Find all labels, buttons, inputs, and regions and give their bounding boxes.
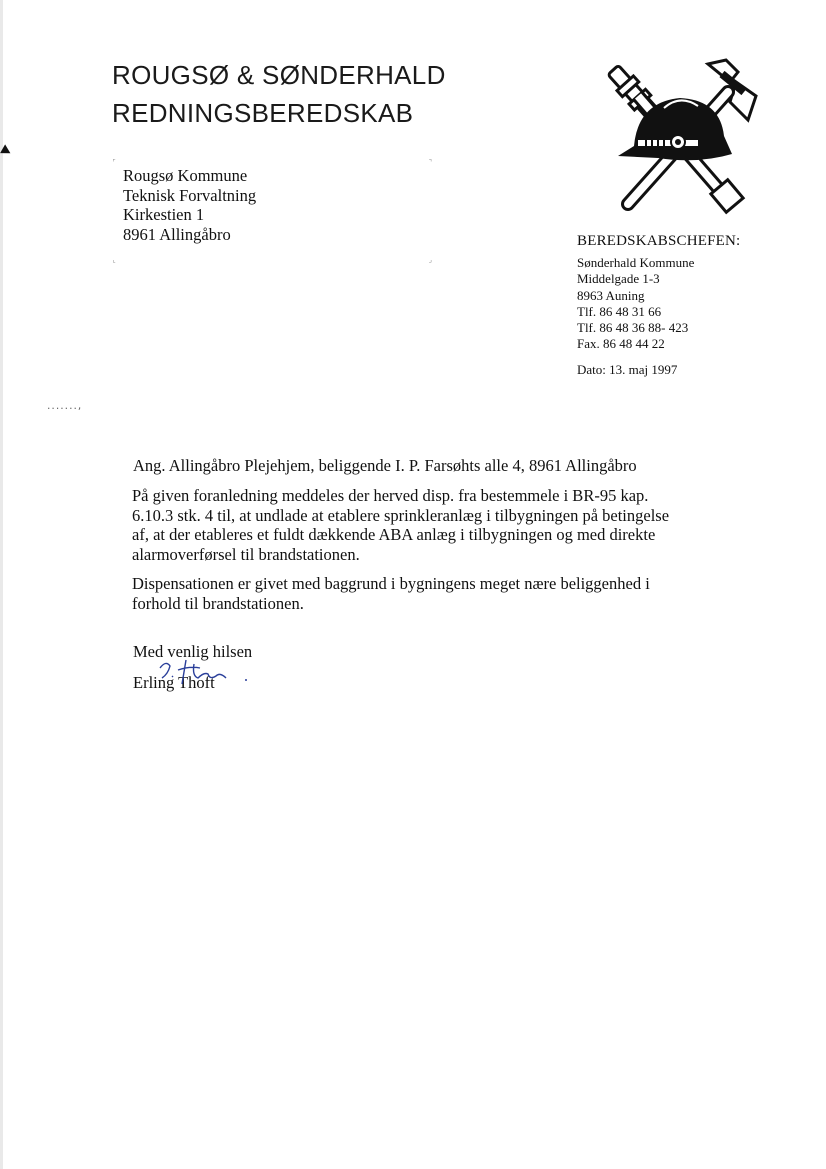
body-paragraph-2 [132, 574, 742, 613]
sender-line: 8963 Auning [577, 287, 645, 303]
sender-line: Fax. 86 48 44 22 [577, 336, 665, 352]
paragraph-line: alarmoverførsel til brandstationen. [132, 544, 360, 564]
sender-line: Sønderhald Kommune [577, 255, 695, 270]
sender-line: Tlf. 86 48 36 88- 423 [577, 320, 689, 336]
letterhead-title [112, 56, 446, 132]
subject-line: Ang. Allingåbro Plejehjem, beliggende I. P. Farsøhts alle 4, 8961 Allingåbro [133, 456, 637, 475]
paragraph-line: forhold til brandstationen. [132, 593, 304, 613]
paragraph-line: Dispensationen er givet med baggrund i bygningens meget nære beliggenhed i [132, 574, 650, 593]
handwritten-signature [150, 654, 260, 694]
firefighter-emblem-icon [598, 56, 766, 218]
address-window-corner: ⌝ [428, 158, 433, 166]
letterhead-line-1: ROUGSØ & SØNDERHALD [112, 60, 446, 90]
signer-name: Erling Thoft [133, 673, 215, 692]
recipient-line: Kirkestien 1 [123, 205, 205, 224]
sender-title: BEREDSKABSCHEFEN: [577, 233, 741, 249]
address-window-corner: ⌜ [112, 158, 117, 166]
address-window-corner: ⌟ [428, 256, 433, 264]
fold-mark: ......., [46, 402, 82, 412]
recipient-line: 8961 Allingåbro [123, 224, 231, 244]
paragraph-line: 6.10.3 stk. 4 til, at undlade at etablere sprinkleranlæg i tilbygningen på betingelse [132, 505, 670, 525]
recipient-line: Rougsø Kommune [123, 166, 248, 185]
closing-salutation: Med venlig hilsen [133, 642, 253, 661]
recipient-line: Teknisk Forvaltning [123, 185, 257, 205]
address-window-corner: ⌞ [112, 256, 117, 264]
body-paragraph-1 [132, 486, 742, 564]
sender-address [577, 255, 694, 353]
letterhead-line-2: REDNINGSBEREDSKAB [112, 98, 414, 128]
recipient-address [123, 166, 256, 244]
page-edge [0, 0, 3, 1169]
sender-line: Tlf. 86 48 31 66 [577, 303, 662, 319]
letter-date: Dato: 13. maj 1997 [577, 362, 678, 377]
paragraph-line: På given foranledning meddeles der herved disp. fra bestemmele i BR-95 kap. [132, 486, 649, 505]
sender-line: Middelgade 1-3 [577, 271, 660, 287]
paragraph-line: af, at der etableres et fuldt dækkende ABA anlæg i tilbygningen og med direkte [132, 525, 656, 544]
